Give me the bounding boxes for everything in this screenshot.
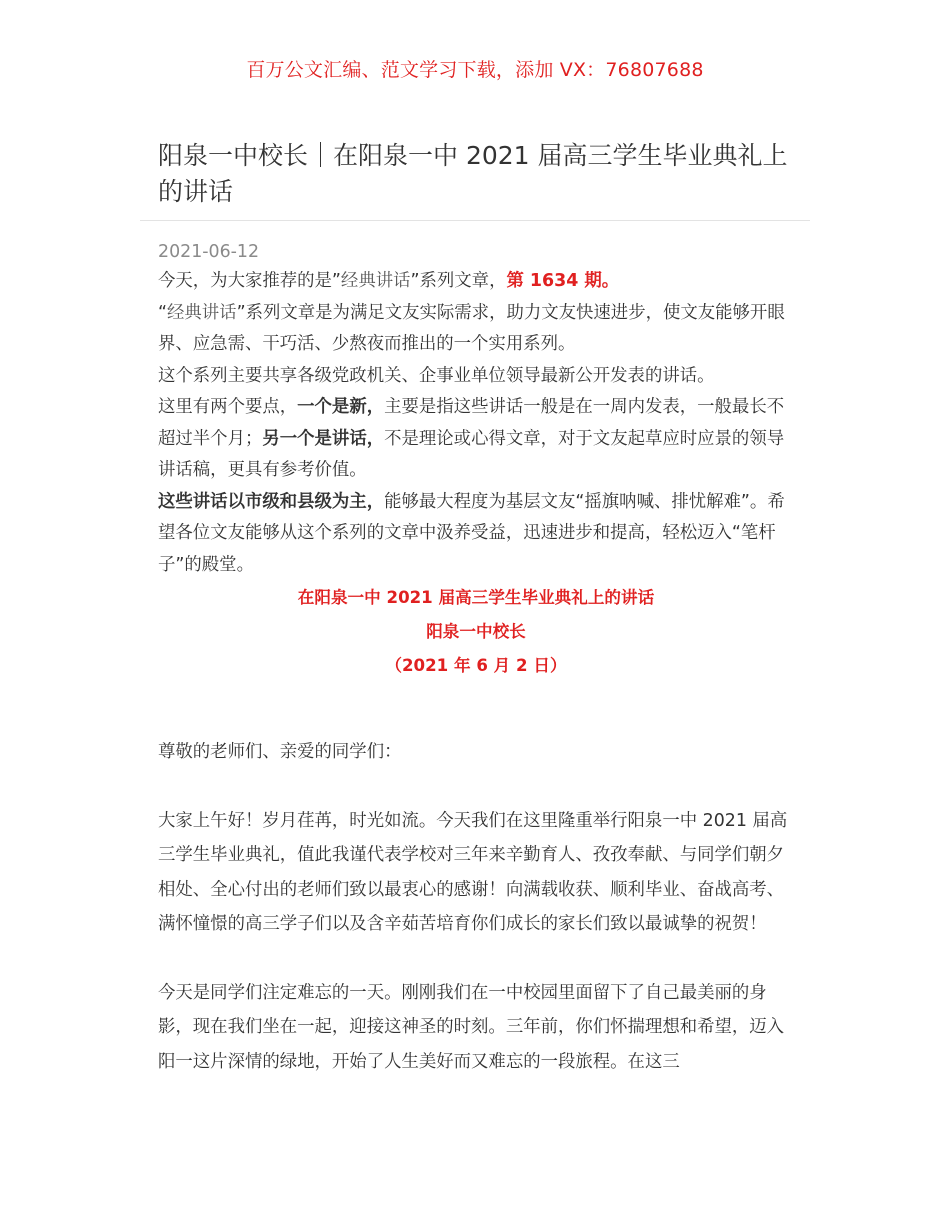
speech-speaker: 阳泉一中校长 <box>426 622 526 641</box>
article-content <box>158 238 794 1080</box>
article-date: 2021-06-12 <box>158 242 260 262</box>
intro-paragraph: 这个系列主要共享各级党政机关、企事业单位领导最新公开发表的讲话。 <box>158 365 715 386</box>
title-divider <box>140 220 810 221</box>
intro-text: 主要是指这些讲话一般是在一周内发表，一般最长不超过半个月； <box>158 397 785 449</box>
promo-banner: 百万公文汇编、范文学习下载，添加 VX：76807688 <box>246 59 704 81</box>
article-title: 阳泉一中校长｜在阳泉一中 2021 届高三学生毕业典礼上的讲话 <box>158 141 788 206</box>
intro-paragraph <box>158 298 794 361</box>
intro-text: 这里有两个要点， <box>158 397 298 417</box>
intro-text: “ <box>158 302 168 323</box>
intro-text: 能够最大程度为基层文友“摇旗呐喊、排忧解难”。希望各位文友能够从这个系列的文章中汲养受益，迅速进步和提高，轻松迈入“笔杆子”的殿堂。 <box>158 491 785 575</box>
intro-paragraph <box>158 266 794 298</box>
speech-heading <box>158 581 794 683</box>
key-point: 一个是新， <box>297 397 385 417</box>
intro-text: ”系列文章是为满足文友实际需求，助力文友快速进步，使文友能够开眼界、应急需、干巧活、少熬夜而推出的一个实用系列。 <box>158 302 785 354</box>
issue-number: 第 1634 期。 <box>506 271 620 291</box>
speech-paragraph: 大家上午好！岁月荏苒，时光如流。今天我们在这里隆重举行阳泉一中 2021 届高三学生毕业典礼，值此我谨代表学校对三年来辛勤育人、孜孜奉献、与同学们朝夕相处、全心付出的老师们致以最衷心的感谢！向满载收获、顺利毕业、奋战高考、满怀憧憬的高三学子们以及含辛茹苦培育你们成长的家长们致以最诚挚的祝贺！ <box>158 810 788 935</box>
intro-paragraph <box>158 392 794 487</box>
intro-text: ”系列文章， <box>410 271 507 291</box>
speech-date: （2021 年 6 月 2 日） <box>385 656 567 675</box>
salutation: 尊敬的老师们、亲爱的同学们： <box>158 742 402 762</box>
speech-paragraph: 今天是同学们注定难忘的一天。刚刚我们在一中校园里面留下了自己最美丽的身影，现在我们坐在一起，迎接这神圣的时刻。三年前，你们怀揣理想和希望，迈入阳一这片深情的绿地，开始了人生美好而又难忘的一段旅程。在这三 <box>158 982 785 1073</box>
intro-text: 不是理论或心得文章，对于文友起草应时应景的领导讲话稿，更具有参考价值。 <box>158 428 785 480</box>
series-name: 经典讲话 <box>167 302 237 323</box>
intro-text: 今天，为大家推荐的是” <box>158 271 341 291</box>
intro-paragraph <box>158 487 794 582</box>
speech-title: 在阳泉一中 2021 届高三学生毕业典礼上的讲话 <box>297 588 655 607</box>
key-point: 这些讲话以市级和县级为主， <box>158 491 385 512</box>
series-intro <box>158 266 794 581</box>
key-point: 另一个是讲话， <box>262 428 385 449</box>
series-name: 经典讲话 <box>340 271 411 291</box>
